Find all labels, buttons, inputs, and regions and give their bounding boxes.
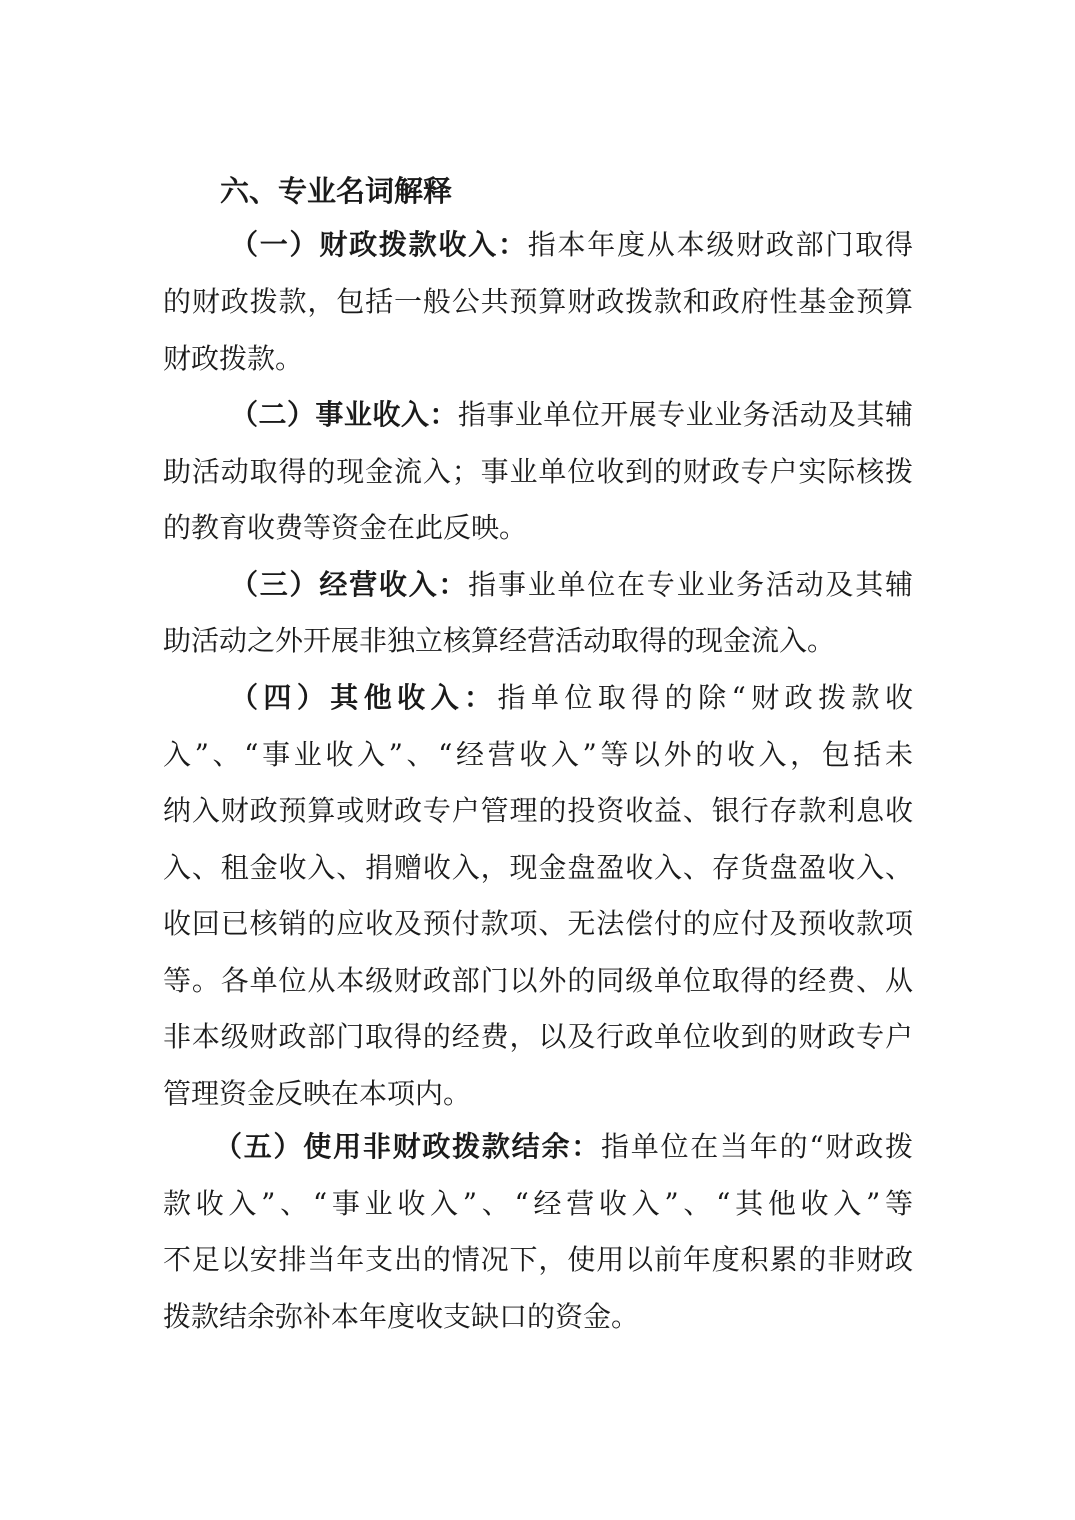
item-1-line-2: 的财政拨款，包括一般公共预算财政拨款和政府性基金预算 [163,285,913,318]
section-heading: 六、专业名词解释 [220,174,453,208]
item-1-text: 指本年度从本级财政部门取得 [527,228,913,261]
item-4-line-1 [230,678,913,718]
item-4-line-5: 收回已核销的应收及预付款项、无法偿付的应付及预收款项 [163,907,913,940]
item-4-text: 指单位取得的除“财政拨款收 [497,681,913,714]
item-4-line-4: 入、租金收入、捐赠收入，现金盘盈收入、存货盘盈收入、 [163,851,913,884]
item-3-line-1 [230,565,913,605]
item-5-line-2: 款收入”、“事业收入”、“经营收入”、“其他收入”等 [163,1187,913,1220]
item-4-line-8: 管理资金反映在本项内。 [163,1077,472,1110]
item-5-text: 指单位在当年的“财政拨 [600,1130,913,1163]
item-3-line-2: 助活动之外开展非独立核算经营活动取得的现金流入。 [163,624,836,657]
item-5-line-1 [214,1127,913,1167]
item-5-term: （五）使用非财政拨款结余： [214,1130,601,1163]
item-3-term: （三）经营收入： [230,568,469,601]
item-4-line-6: 等。各单位从本级财政部门以外的同级单位取得的经费、从 [163,964,913,997]
item-2-text: 指事业单位开展专业业务活动及其辅 [457,398,913,431]
item-1-term: （一）财政拨款收入： [230,228,528,261]
item-2-line-3: 的教育收费等资金在此反映。 [163,511,528,544]
item-2-line-1 [230,395,913,435]
item-4-term: （四）其他收入： [230,681,498,714]
item-2-term: （二）事业收入： [230,398,458,431]
item-1-line-1 [230,225,913,265]
item-5-line-3: 不足以安排当年支出的情况下，使用以前年度积累的非财政 [163,1243,913,1276]
item-3-text: 指事业单位在专业业务活动及其辅 [468,568,913,601]
item-1-line-3: 财政拨款。 [163,342,304,375]
item-5-line-4: 拨款结余弥补本年度收支缺口的资金。 [163,1300,640,1333]
item-4-line-7: 非本级财政部门取得的经费，以及行政单位收到的财政专户 [163,1020,913,1053]
item-2-line-2: 助活动取得的现金流入；事业单位收到的财政专户实际核拨 [163,455,913,488]
item-4-line-3: 纳入财政预算或财政专户管理的投资收益、银行存款利息收 [163,794,913,827]
item-4-line-2: 入”、“事业收入”、“经营收入”等以外的收入，包括未 [163,738,913,771]
